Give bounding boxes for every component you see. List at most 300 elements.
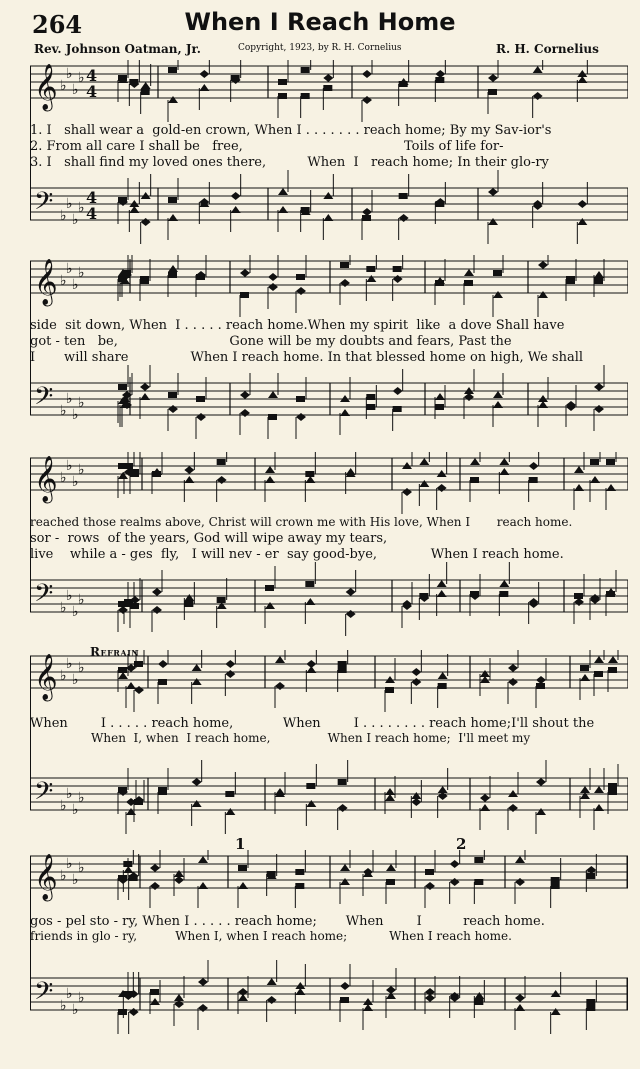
shape-note [340,262,349,268]
shape-note [594,405,604,413]
shape-note [577,200,587,208]
shape-note [295,988,305,995]
shape-note [470,591,479,597]
shape-note [338,667,347,673]
shape-note [594,383,604,391]
shape-note [123,861,132,867]
flat-icon: ♭ [66,856,73,872]
shape-note [385,687,394,693]
shape-note [438,786,448,793]
shape-note [508,664,518,672]
shape-note [590,476,600,483]
flat-icon: ♭ [66,261,73,277]
shape-note [174,870,184,877]
flat-icon: ♭ [66,986,73,1002]
shape-note [265,466,275,473]
shape-note [450,878,460,886]
flat-icon: ♭ [60,208,67,224]
shape-note [411,792,421,799]
shape-note [278,79,287,85]
music-system-3 [30,452,628,637]
shape-note [474,992,484,999]
flat-icon: ♭ [78,265,85,281]
shape-note [366,275,376,282]
time-signature-denominator: 4 [86,204,98,223]
shape-note [606,459,615,465]
shape-note [538,261,548,269]
shape-note [118,667,127,673]
flat-icon: ♭ [60,273,67,289]
flat-icon: ♭ [72,872,79,888]
flat-icon: ♭ [66,66,73,82]
shape-note [199,84,209,91]
shape-note [608,667,617,673]
shape-note [296,287,306,295]
shape-note [480,794,490,802]
shape-note [192,800,202,807]
shape-note [515,994,525,1002]
shape-note [196,396,205,402]
flat-icon: ♭ [66,588,73,604]
music-system-4 [30,650,628,835]
bass-clef-icon: 𝄢 [34,777,54,812]
shape-note [240,269,250,277]
shape-note [480,804,490,811]
treble-clef-icon: 𝄞 [34,654,58,700]
shape-note [362,215,371,221]
bass-clef-icon: 𝄢 [34,187,54,222]
flat-icon: ♭ [60,470,67,486]
shape-note [419,480,429,487]
shape-note [141,82,151,89]
copyright-notice: Copyright, 1923, by R. H. Cornelius [238,43,402,53]
shape-note [399,214,409,222]
shape-note [499,468,509,475]
shape-note [362,70,372,78]
lyric-melody: When I . . . . . reach home, When I . . . . . . . . reach home;I'll shout the [30,716,595,731]
shape-note [129,875,138,881]
shape-note [419,458,429,465]
shape-note [606,591,615,597]
shape-note [577,76,587,83]
shape-note [295,869,304,875]
shape-note [225,808,235,815]
shape-note [488,188,498,196]
shape-note [168,67,177,73]
shape-note [464,269,474,276]
shape-note [574,466,584,473]
shape-note [323,214,333,221]
flat-icon: ♭ [78,462,85,478]
flat-icon: ♭ [60,998,67,1014]
shape-note [493,270,502,276]
bass-clef-icon: 𝄢 [34,579,54,614]
shape-note [199,70,209,78]
shape-note [435,280,444,286]
lyric-melody: gos - pel sto - ry, When I . . . . . reach home; When I reach home. [30,914,545,929]
shape-note [338,661,347,667]
time-signature-numerator: 4 [86,188,98,207]
shape-note [488,218,498,225]
flat-icon: ♭ [60,798,67,814]
shape-note [493,291,503,298]
flat-icon: ♭ [72,604,79,620]
treble-clef-icon: 𝄞 [34,456,58,502]
shape-note [275,788,285,795]
shape-note [192,678,202,685]
treble-clef-icon: 𝄞 [34,259,58,305]
shape-note [184,601,193,607]
flat-icon: ♭ [78,395,85,411]
flat-icon: ♭ [78,990,85,1006]
lyric-verse-1: side sit down, When I . . . . . reach home.When my spirit like a dove Shall have [30,318,565,333]
flat-icon: ♭ [72,82,79,98]
shape-note [192,664,202,671]
shape-note [158,789,167,795]
bass-clef-icon: 𝄢 [34,382,54,417]
flat-icon: ♭ [78,660,85,676]
shape-note [493,391,503,398]
shape-note [393,406,402,412]
shape-note [306,666,316,673]
shape-note [529,462,539,470]
shape-note [323,74,333,82]
shape-note [580,786,590,793]
time-signature-numerator: 4 [86,66,98,85]
time-signature-denominator: 4 [86,82,98,101]
shape-note [574,593,583,599]
shape-note [580,674,590,681]
shape-note [399,193,408,199]
shape-note [438,792,448,800]
shape-note [393,266,402,272]
shape-note [174,1000,184,1008]
shape-note [198,1004,208,1012]
flat-icon: ♭ [60,403,67,419]
shape-note [362,208,372,216]
shape-note [301,207,310,213]
flat-icon: ♭ [72,672,79,688]
shape-note [533,92,543,100]
shape-note [301,93,310,99]
flat-icon: ♭ [72,407,79,423]
shape-note [425,869,434,875]
lyric-verse-3: I will share When I reach home. In that blessed home on high, We shall [30,350,584,365]
shape-note [566,276,575,282]
flat-icon: ♭ [78,70,85,86]
lyric-verse-3: live while a - ges fly, I will nev - er say good-bye, When I reach home. [30,547,564,562]
flat-icon: ♭ [72,277,79,293]
shape-note [474,999,483,1005]
shape-note [305,476,315,483]
shape-note [126,682,136,689]
shape-note [480,670,490,677]
shape-note [450,860,460,868]
shape-note [536,778,546,786]
shape-note [340,982,350,990]
shape-note [267,996,277,1004]
shape-note [435,70,445,78]
shape-note [306,783,315,789]
shape-note [198,978,208,986]
shape-note [586,1005,595,1011]
flat-icon: ♭ [66,786,73,802]
shape-note [140,276,149,282]
shape-note [118,875,127,881]
shape-note [323,85,332,91]
shape-note [184,466,194,474]
shape-note [275,656,285,663]
music-system-5 [30,850,628,1035]
shape-note [265,602,275,609]
flat-icon: ♭ [60,868,67,884]
shape-note [134,686,144,694]
shape-note [217,459,226,465]
shape-note [340,279,350,287]
shape-note [296,274,305,280]
shape-note [499,458,509,465]
shape-note [594,278,603,284]
shape-note [306,800,316,807]
shape-note [265,585,274,591]
lyric-verse-2: 2. From all care I shall be free, Toils of life for- [30,139,504,154]
shape-note [217,476,227,484]
shape-note [346,468,356,475]
shape-note [586,866,596,874]
hymn-number: 264 [32,10,83,39]
shape-note [346,610,356,618]
shape-note [488,74,498,82]
shape-note [411,678,421,686]
shape-note [435,393,445,400]
shape-note [606,484,616,491]
shape-note [168,392,177,398]
lyric-response: When I, when I reach home, When I reach home; I'll meet my [30,731,531,745]
treble-clef-icon: 𝄞 [34,64,58,110]
lyric-response: friends in glo - ry, When I, when I reach home; When I reach home. [30,929,512,943]
shape-note [305,581,314,587]
shape-note [438,683,447,689]
shape-note [340,997,349,1003]
shape-note [305,471,314,477]
shape-note [366,394,375,400]
shape-note [538,291,548,298]
shape-note [536,808,546,815]
shape-note [393,275,403,283]
flat-icon: ♭ [72,1002,79,1018]
refrain-label: Refrain [90,645,140,659]
shape-note [385,794,395,801]
shape-note [278,188,288,195]
shape-note [577,218,587,225]
shape-note [393,387,403,395]
shape-note [594,656,604,663]
shape-note [385,788,395,795]
shape-note [608,656,618,663]
flat-icon: ♭ [78,200,85,216]
treble-clef-icon: 𝄞 [34,854,58,900]
shape-note [551,883,560,889]
shape-note [238,865,247,871]
flat-icon: ♭ [66,196,73,212]
shape-note [363,1004,373,1011]
shape-note [268,414,277,420]
flat-icon: ♭ [72,474,79,490]
shape-note [574,598,584,606]
shape-note [586,999,595,1005]
music-system-1 [30,60,628,245]
shape-note [338,804,348,812]
shape-note [474,857,483,863]
shape-note [305,598,315,605]
shape-note [425,882,435,890]
shape-note [225,670,235,678]
shape-note [362,96,372,104]
shape-note [275,682,285,690]
shape-note [268,391,278,398]
flat-icon: ♭ [72,212,79,228]
shape-note [386,879,395,885]
shape-note [198,882,208,889]
shape-note [217,602,227,609]
shape-note [464,393,474,401]
shape-note [278,206,288,213]
shape-note [238,882,248,889]
shape-note [240,409,250,417]
lyricist-credit: Rev. Johnson Oatman, Jr. [34,42,201,56]
music-system-2 [30,255,628,440]
shape-note [515,878,525,886]
lyric-verse-2: sor - rows of the years, God will wipe away my tears, [30,531,388,546]
shape-note [152,588,162,596]
shape-note [184,594,194,601]
second-ending-label: 2 [456,835,467,853]
shape-note [411,798,421,806]
shape-note [168,197,177,203]
shape-note [123,866,133,873]
shape-note [437,580,447,587]
shape-note [590,459,599,465]
shape-note [141,89,150,95]
shape-note [184,476,194,483]
shape-note [438,672,448,679]
shape-note [140,393,150,400]
shape-note [411,668,421,676]
shape-note [141,218,151,226]
shape-note [399,81,408,87]
shape-note [140,383,150,391]
shape-note [118,1009,127,1015]
hymn-title: When I Reach Home [184,8,456,36]
lyric-verse-3: 3. I shall find my loved ones there, When I reach home; In their glo-ry [30,155,549,170]
shape-note [608,789,617,795]
shape-note [538,401,548,408]
shape-note [474,879,483,885]
shape-note [134,661,143,667]
shape-note [295,883,304,889]
shape-note [268,283,278,291]
shape-note [231,192,241,200]
shape-note [152,606,162,614]
shape-note [470,477,479,483]
shape-note [488,89,497,95]
composer-credit: R. H. Cornelius [496,42,599,56]
shape-note [515,1004,525,1011]
shape-note [608,783,617,789]
shape-note [470,458,480,465]
shape-note [515,856,525,863]
shape-note [586,873,595,879]
shape-note [366,266,375,272]
shape-note [231,206,241,213]
shape-note [296,413,306,421]
shape-note [508,678,518,686]
flat-icon: ♭ [78,790,85,806]
shape-note [225,660,235,668]
shape-note [267,871,276,877]
shape-note [129,1008,139,1016]
title-row [0,6,640,40]
lyric-verse-2: got - ten be, Gone will be my doubts and fears, Past the [30,334,512,349]
shape-note [437,590,447,597]
shape-note [580,665,589,671]
flat-icon: ♭ [66,458,73,474]
shape-note [150,864,160,872]
shape-note [437,484,447,492]
shape-note [130,603,139,609]
shape-note [238,988,248,996]
shape-note [130,469,139,475]
first-ending-label: 1 [235,835,246,853]
flat-icon: ♭ [78,860,85,876]
shape-note [346,588,356,596]
bass-clef-icon: 𝄢 [34,977,54,1012]
shape-note [536,683,545,689]
shape-note [118,384,127,390]
shape-note [301,67,310,73]
flat-icon: ♭ [66,391,73,407]
shape-note [217,597,226,603]
shape-note [574,484,584,491]
shape-note [267,978,277,985]
shape-note [168,214,178,221]
shape-note [168,96,178,103]
shape-note [536,676,546,684]
flat-icon: ♭ [60,78,67,94]
shape-note [150,882,160,890]
shape-note [268,273,278,281]
shape-note [150,989,159,995]
shape-note [158,660,168,668]
shape-note [594,671,603,677]
flat-icon: ♭ [72,802,79,818]
shape-note [158,679,167,685]
shape-note [493,401,503,408]
shape-note [199,198,209,206]
flat-icon: ♭ [78,592,85,608]
shape-note [124,463,133,469]
shape-note [529,477,538,483]
shape-note [499,580,509,587]
shape-note [551,877,560,883]
shape-note [340,864,350,871]
shape-note [551,1008,561,1015]
shape-note [533,66,543,73]
shape-note [435,77,444,83]
shape-note [278,93,287,99]
shape-note [240,292,249,298]
lyric-verse-1: 1. I shall wear a gold-en crown, When I . . . . . . . reach home; By my Sav-ior's [30,123,552,138]
